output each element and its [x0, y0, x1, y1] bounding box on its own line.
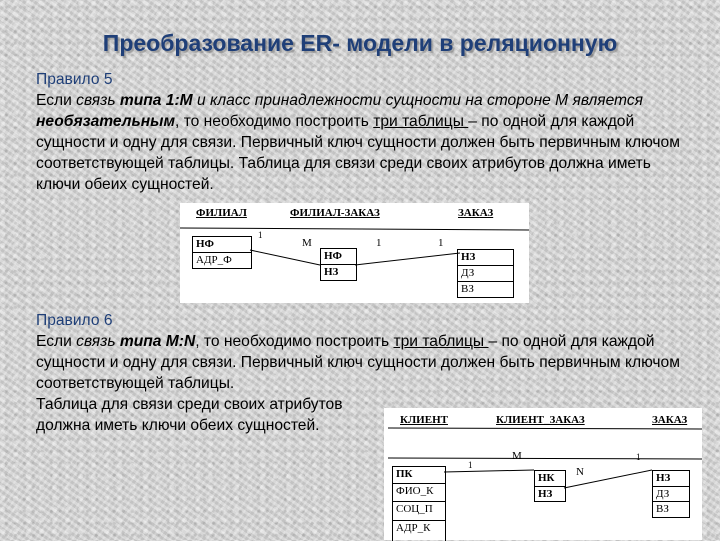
diagram2-right-attr-1: ДЗ [653, 486, 689, 501]
er-diagram-rule5 [180, 203, 529, 303]
diagram1-header-mid: ФИЛИАЛ-ЗАКАЗ [290, 207, 380, 219]
diagram1-cardinality-m: М [302, 237, 312, 249]
diagram1-mid-key-2: НЗ [321, 264, 356, 279]
diagram1-header-right: ЗАКАЗ [458, 207, 494, 219]
rule5-text-8: – по одной для каждой сущности и одну для связи. Первичный ключ сущности должен быть первичным ключом соответствующей таблицы. Таблица для связи среди своих атрибутов должна иметь ключи обеих сущностей. [36, 113, 680, 193]
diagram1-cardinality-1a: 1 [376, 237, 382, 249]
rule5-text-5: необязательным [36, 113, 176, 130]
diagram2-cardinality-1b: 1 [636, 452, 641, 462]
rule5-text-1: Если [36, 92, 77, 109]
slide-title: Преобразование ER- модели в реляционную [102, 30, 618, 56]
diagram2-mid-key-2: НЗ [535, 486, 565, 501]
diagram2-left-key: ПК [396, 468, 413, 480]
diagram1-right-attr-1: ДЗ [458, 265, 513, 280]
diagram2-cardinality-n: N [576, 466, 584, 478]
diagram2-table-left [392, 466, 446, 541]
rule6-text-1: Если [36, 333, 77, 350]
rule5-text-7: три таблицы [373, 113, 469, 130]
diagram2-mid-key-1: НК [538, 472, 555, 484]
diagram1-right-attr-2: ВЗ [458, 281, 513, 296]
rule6-text-3: типа М:N [119, 333, 196, 350]
diagram1-right-key: НЗ [461, 251, 476, 263]
diagram2-right-attr-2: ВЗ [653, 501, 689, 516]
diagram1-table-mid [320, 248, 357, 281]
diagram1-table-right [457, 249, 514, 298]
diagram1-cardinality-1b: 1 [438, 237, 444, 249]
diagram2-header-mid: КЛИЕНТ_ЗАКАЗ [496, 414, 585, 426]
rule5-text-4: и класс принадлежности сущности на стороне М является [192, 92, 644, 109]
diagram1-header-left: ФИЛИАЛ [196, 207, 247, 219]
rule6-text-5: три таблицы [393, 333, 489, 350]
rule6-text-6: – по одной для каждой сущности и одну для связи. Первичный ключ сущности должен быть первичным ключом соответствующей таблицы. [36, 333, 680, 392]
diagram1-tick-label: 1 [258, 230, 263, 240]
rule6-text-8: должна иметь ключи обеих сущностей. [36, 417, 320, 434]
rule5-heading: Правило 5 [36, 71, 113, 88]
rule6-text-4: , то необходимо построить [195, 333, 394, 350]
rule5-text-6: , то необходимо построить [175, 113, 374, 130]
diagram2-header-left: КЛИЕНТ [400, 414, 448, 426]
diagram2-header-right: ЗАКАЗ [652, 414, 688, 426]
diagram2-table-right [652, 470, 690, 518]
diagram1-left-key: НФ [196, 238, 215, 250]
diagram2-left-attr-3: АДР_К [393, 520, 445, 535]
rule5-text-3: типа 1:М [119, 92, 193, 109]
diagram2-right-key: НЗ [656, 472, 671, 484]
diagram2-cardinality-1a: 1 [468, 460, 473, 470]
diagram2-left-attr-2: СОЦ_П [393, 501, 445, 516]
diagram1-table-left [192, 236, 252, 269]
diagram1-left-attr: АДР_Ф [193, 252, 251, 267]
diagram2-cardinality-m: М [512, 450, 522, 462]
rule5-paragraph [36, 69, 696, 195]
diagram1-mid-key-1: НФ [324, 250, 343, 262]
er-diagram-rule6 [384, 408, 702, 540]
rule6-text-2: связь [76, 333, 120, 350]
diagram2-table-mid [534, 470, 566, 502]
rule6-heading: Правило 6 [36, 312, 113, 329]
rule5-text-2: связь [76, 92, 120, 109]
diagram2-left-attr-1: ФИО_К [393, 483, 445, 498]
rule6-text-7: Таблица для связи среди своих атрибутов [36, 396, 343, 413]
